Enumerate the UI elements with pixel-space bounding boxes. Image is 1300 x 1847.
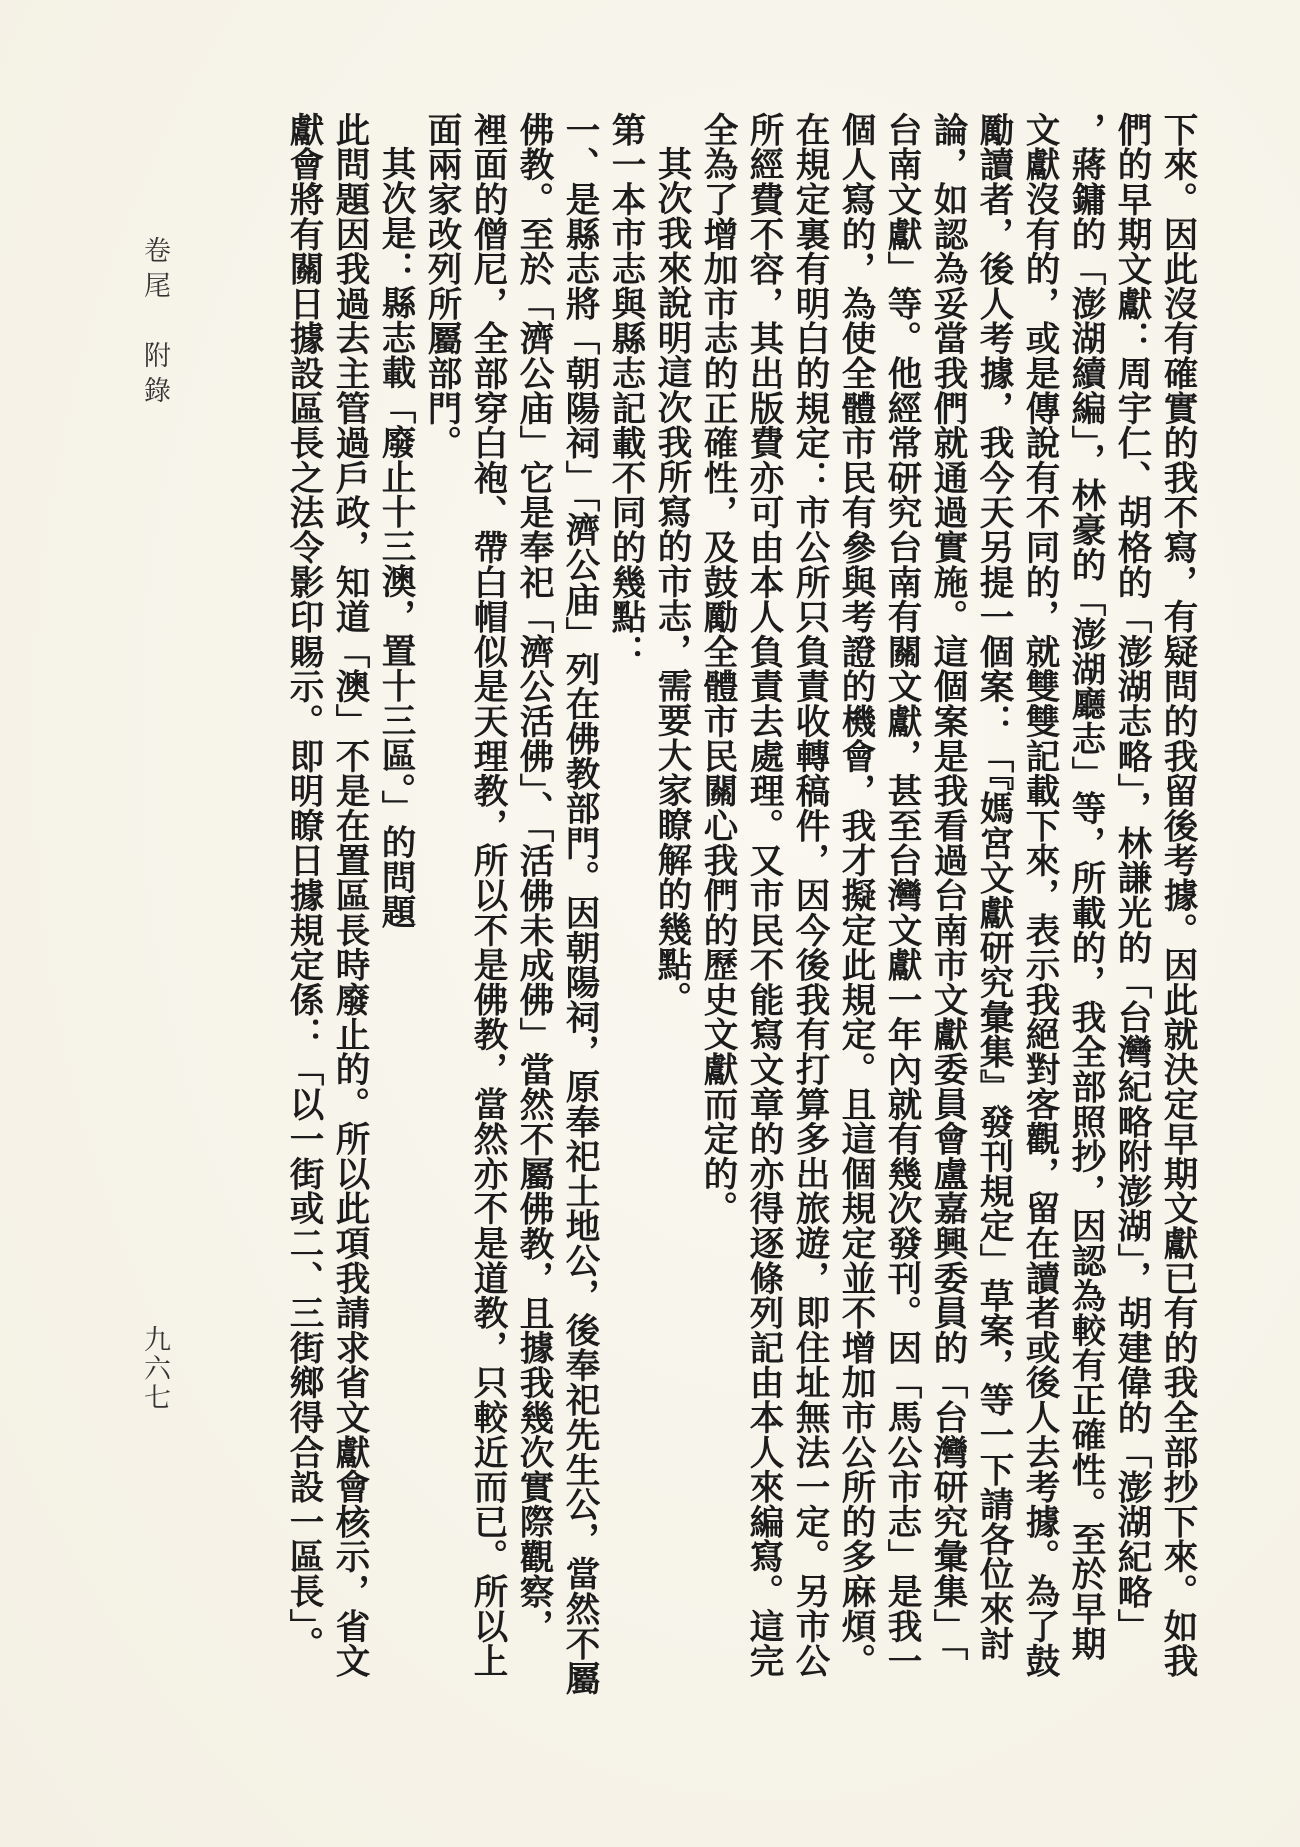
chapter-footer: 卷尾 附錄 bbox=[139, 236, 170, 411]
text-column: 文獻沒有的，或是傳說有不同的，就雙雙記載下來，表示我絕對客觀，留在讀者或後人去考據。為了鼓 bbox=[1019, 112, 1059, 1678]
text-column: 台南文獻」等。他經常研究台南有關文獻，甚至台灣文獻一年內就有幾次發刊。因「馬公市志」是我一 bbox=[881, 112, 921, 1678]
text-column: 此問題因我過去主管過戶政，知道「澳」不是在置區長時廢止的。所以此項我請求省文獻會核示，省文 bbox=[329, 112, 369, 1678]
text-column: ，蔣鏞的「澎湖續編」，林豪的「澎湖廳志」等，所載的，我全部照抄，因認為較有正確性。至於早期 bbox=[1065, 112, 1105, 1661]
text-column: 論，如認為妥當我們就通過實施。這個案是我看過台南市文獻委員會盧嘉興委員的「台灣研究彙集」「 bbox=[927, 112, 967, 1661]
text-column: 獻會將有關日據設區長之法令影印賜示。即明瞭日據規定係：「以一街或二、三街鄉得合設一區長」。 bbox=[283, 112, 323, 1661]
text-column: 第一本市志與縣志記載不同的幾點： bbox=[605, 112, 645, 669]
text-column: 所經費不容，其出版費亦可由本人負責去處理。又市民不能寫文章的亦得逐條列記由本人來編寫。這完 bbox=[743, 112, 783, 1678]
page-number: 九六七 bbox=[139, 1325, 170, 1412]
text-column: 面兩家改列所屬部門。 bbox=[421, 112, 461, 460]
text-column: 一、是縣志將「朝陽祠」「濟公庙」列在佛教部門。因朝陽祠，原奉祀土地公，後奉祀先生公，當然不屬 bbox=[559, 112, 599, 1696]
text-column: 其次我來說明這次我所寫的市志，需要大家瞭解的幾點。 bbox=[651, 146, 691, 1016]
text-column: 其次是：縣志載「廢止十三澳，置十三區。」的問題 bbox=[375, 146, 415, 930]
text-column: 個人寫的，為使全體市民有參與考證的機會，我才擬定此規定。且這個規定並不增加市公所的多麻煩。 bbox=[835, 112, 875, 1678]
text-column: 下來。因此沒有確實的我不寫，有疑問的我留後考據。因此就決定早期文獻已有的我全部抄下來。如我 bbox=[1157, 112, 1197, 1678]
text-column: 勵讀者，後人考據，我今天另提一個案：「『媽宮文獻研究彙集』發刊規定」草案，等一下請各位來討 bbox=[973, 112, 1013, 1661]
body-text bbox=[100, 112, 1200, 1752]
text-column: 在規定裏有明白的規定：市公所只負責收轉稿件，因今後我有打算多出旅遊，即住址無法一定。另市公 bbox=[789, 112, 829, 1678]
text-column: 全為了增加市志的正確性，及鼓勵全體市民關心我們的歷史文獻而定的。 bbox=[697, 112, 737, 1226]
text-column: 裡面的僧尼，全部穿白袍、帶白帽似是天理教，所以不是佛教，當然亦不是道教，只較近而已。所以上 bbox=[467, 112, 507, 1678]
text-column: 佛教。至於「濟公庙」它是奉祀「濟公活佛」、「活佛未成佛」當然不屬佛教，且據我幾次實際觀察， bbox=[513, 112, 553, 1644]
text-column: 們的早期文獻：周宇仁、胡格的「澎湖志略」，林謙光的「台灣紀略附澎湖」，胡建偉的「澎湖紀略」 bbox=[1111, 112, 1151, 1644]
